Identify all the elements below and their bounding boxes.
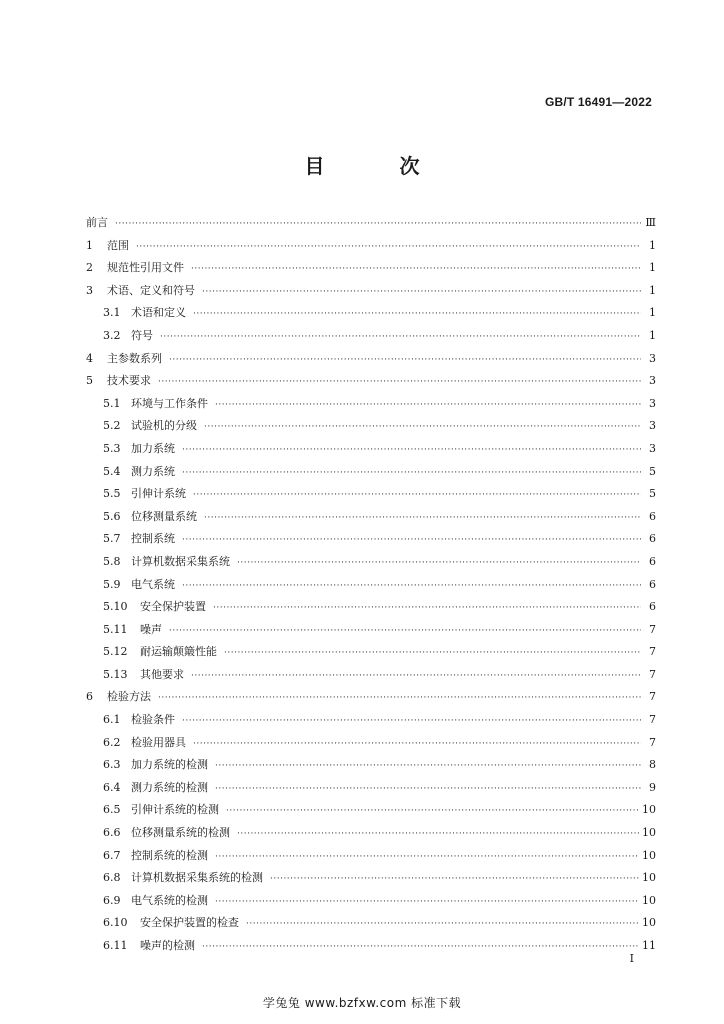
toc-entry[interactable] [86,867,656,890]
dot-leader [215,846,639,869]
toc-entry-number: 3.1 [103,306,121,320]
dot-leader [215,394,641,417]
toc-entry-label: 引伸计系统 [131,487,186,501]
toc-entry-label: 测力系统 [131,464,175,478]
dot-leader [169,349,641,372]
toc-entry-page: 1 [649,306,656,320]
toc-entry-page: 6 [649,600,656,614]
toc-entry-label: 试验机的分级 [131,419,197,433]
toc-entry-label: 引伸计系统的检测 [131,803,219,817]
toc-entry[interactable] [86,799,656,822]
dot-leader [193,733,641,756]
toc-entry-number: 6.3 [103,758,121,772]
toc-entry[interactable] [86,461,656,484]
toc-entry-page: 10 [642,803,656,817]
toc-entry[interactable] [86,890,656,913]
standard-code: GB/T 16491—2022 [544,95,652,109]
footer-watermark: 学兔兔 www.bzfxw.com 标准下载 [262,996,462,1010]
toc-entry-number: 5.13 [103,667,128,681]
dot-leader [215,755,641,778]
toc-entry-label: 环境与工作条件 [131,396,208,410]
toc-entry[interactable] [86,574,656,597]
dot-leader [182,575,641,598]
toc-entry-page: 10 [642,871,656,885]
dot-leader [204,507,641,530]
toc-entry-label: 位移测量系统 [131,509,197,523]
toc-entry[interactable] [86,506,656,529]
toc-entry-number: 2 [86,261,93,275]
toc-entry[interactable] [86,686,656,709]
toc-entry-page: 6 [649,577,656,591]
toc-entry-label: 计算机数据采集系统 [131,554,230,568]
toc-entry-page: 7 [649,713,656,727]
toc-entry-label: 其他要求 [140,667,184,681]
toc-entry-page: 1 [649,283,656,297]
toc-entry-number: 5.8 [103,554,121,568]
toc-entry-label: 检验用器具 [131,735,186,749]
toc-entry-page: 7 [649,622,656,636]
toc-entry-page: 8 [649,758,656,772]
toc-entry-number: 6.8 [103,871,121,885]
toc-entry-label: 控制系统 [131,532,175,546]
toc-entry-number: 6.4 [103,780,121,794]
toc-entry[interactable] [86,596,656,619]
toc-entry-page: 1 [649,328,656,342]
dot-leader [191,665,641,688]
toc-entry-number: 6.1 [103,713,121,727]
toc-entry[interactable] [86,528,656,551]
dot-leader [158,371,641,394]
toc-entry-label: 主参数系列 [107,351,162,365]
dot-leader [182,439,641,462]
toc-entry-label: 加力系统的检测 [131,758,208,772]
toc-entry-page: 3 [649,396,656,410]
toc-entry-page: 11 [642,939,656,952]
toc-entry-label: 术语、定义和符号 [107,283,195,297]
toc-entry-page: 10 [642,848,656,862]
toc-entry-page: 7 [649,645,656,659]
toc-entry-number: 5.12 [103,645,128,659]
toc-entry-number: 5 [86,374,93,388]
toc-entry-page: 9 [649,780,656,794]
toc-entry-page: 5 [649,464,656,478]
toc-entry-page: 10 [642,916,656,930]
toc-entry-page: 3 [649,374,656,388]
toc-entry[interactable] [86,438,656,461]
toc-entry[interactable] [86,280,656,303]
dot-leader [182,710,641,733]
toc-entry-number: 1 [86,238,93,252]
toc-entry-number: 3 [86,283,93,297]
toc-entry-number: 5.6 [103,509,121,523]
toc-entry-label: 电气系统 [131,577,175,591]
toc-entry-number: 6.7 [103,848,121,862]
toc-entry-page: 10 [642,893,656,907]
toc-entry-label: 位移测量系统的检测 [131,826,230,840]
toc-entry[interactable] [86,777,656,800]
toc-entry[interactable] [86,415,656,438]
toc-entry-label: 测力系统的检测 [131,780,208,794]
toc-entry-number: 6.6 [103,826,121,840]
dot-leader [246,913,639,936]
toc-entry-label: 噪声的检测 [140,939,195,952]
toc-entry[interactable] [86,348,656,371]
dot-leader [224,642,641,665]
toc-entry-page: 1 [649,238,656,252]
toc-entry[interactable] [86,212,656,235]
toc-entry[interactable] [86,822,656,845]
toc-entry-number: 6.10 [103,916,128,930]
toc-entry-label: 技术要求 [107,374,151,388]
toc-entry-label: 噪声 [140,622,162,636]
toc-entry-page: 6 [649,509,656,523]
page-title: 目 次 [304,154,454,178]
toc-entry-number: 3.2 [103,328,121,342]
dot-leader [182,462,641,485]
toc-entry-number: 5.7 [103,532,121,546]
dot-leader [202,936,639,959]
page-number: I [629,952,634,965]
toc-entry[interactable] [86,754,656,777]
toc-entry-page: 7 [649,690,656,704]
toc-entry-label: 计算机数据采集系统的检测 [131,871,263,885]
toc-entry-number: 5.3 [103,441,121,455]
dot-leader [204,416,641,439]
toc-entry-number: 6.11 [103,939,128,952]
table-of-contents [86,212,656,958]
dot-leader [158,687,641,710]
toc-entry-page: 7 [649,667,656,681]
toc-entry-label: 耐运输颠簸性能 [140,645,217,659]
toc-entry[interactable] [86,302,656,325]
toc-entry-label: 安全保护装置 [140,600,206,614]
toc-entry[interactable] [86,619,656,642]
toc-entry-label: 术语和定义 [131,306,186,320]
toc-entry-label: 控制系统的检测 [131,848,208,862]
toc-entry-page: 3 [649,441,656,455]
toc-entry-label: 加力系统 [131,441,175,455]
dot-leader [213,597,641,620]
toc-entry-page: 3 [649,419,656,433]
toc-entry[interactable] [86,912,656,935]
toc-entry-number: 5.5 [103,487,121,501]
dot-leader [115,213,641,236]
toc-entry[interactable] [86,845,656,868]
toc-entry[interactable] [86,370,656,393]
dot-leader [160,326,641,349]
toc-entry-number: 6.5 [103,803,121,817]
toc-entry-label: 电气系统的检测 [131,893,208,907]
toc-entry-label: 符号 [131,328,153,342]
toc-entry-label: 检验方法 [107,690,151,704]
toc-entry[interactable] [86,325,656,348]
toc-entry-label: 范围 [107,238,129,252]
toc-entry-page: Ⅲ [645,216,656,229]
toc-entry-number: 5.4 [103,464,121,478]
dot-leader [270,868,639,891]
toc-entry-number: 5.11 [103,622,128,636]
toc-entry-page: 3 [649,351,656,365]
toc-entry-page: 1 [649,261,656,275]
dot-leader [191,258,641,281]
toc-entry-number: 5.2 [103,419,121,433]
toc-entry-number: 5.1 [103,396,121,410]
toc-entry-number: 6.9 [103,893,121,907]
dot-leader [226,800,639,823]
toc-entry-label: 前言 [86,216,108,229]
toc-entry-page: 6 [649,532,656,546]
toc-entry-number: 4 [86,351,93,365]
dot-leader [202,281,641,304]
toc-entry-page: 7 [649,735,656,749]
dot-leader [136,236,641,259]
toc-entry[interactable] [86,257,656,280]
toc-entry[interactable] [86,709,656,732]
dot-leader [193,303,641,326]
toc-entry-page: 10 [642,826,656,840]
toc-entry-label: 规范性引用文件 [107,261,184,275]
toc-entry[interactable] [86,935,656,958]
toc-entry[interactable] [86,235,656,258]
toc-entry-number: 6.2 [103,735,121,749]
toc-entry-number: 5.10 [103,600,128,614]
toc-entry-label: 检验条件 [131,713,175,727]
dot-leader [193,484,641,507]
dot-leader [169,620,641,643]
toc-entry[interactable] [86,393,656,416]
dot-leader [237,552,641,575]
toc-entry[interactable] [86,732,656,755]
toc-entry-number: 5.9 [103,577,121,591]
toc-entry-page: 6 [649,554,656,568]
toc-entry[interactable] [86,641,656,664]
toc-entry[interactable] [86,664,656,687]
toc-entry[interactable] [86,483,656,506]
toc-entry-number: 6 [86,690,93,704]
dot-leader [215,778,641,801]
dot-leader [215,891,639,914]
dot-leader [237,823,639,846]
dot-leader [182,529,641,552]
toc-entry[interactable] [86,551,656,574]
toc-entry-label: 安全保护装置的检查 [140,916,239,930]
toc-entry-page: 5 [649,487,656,501]
